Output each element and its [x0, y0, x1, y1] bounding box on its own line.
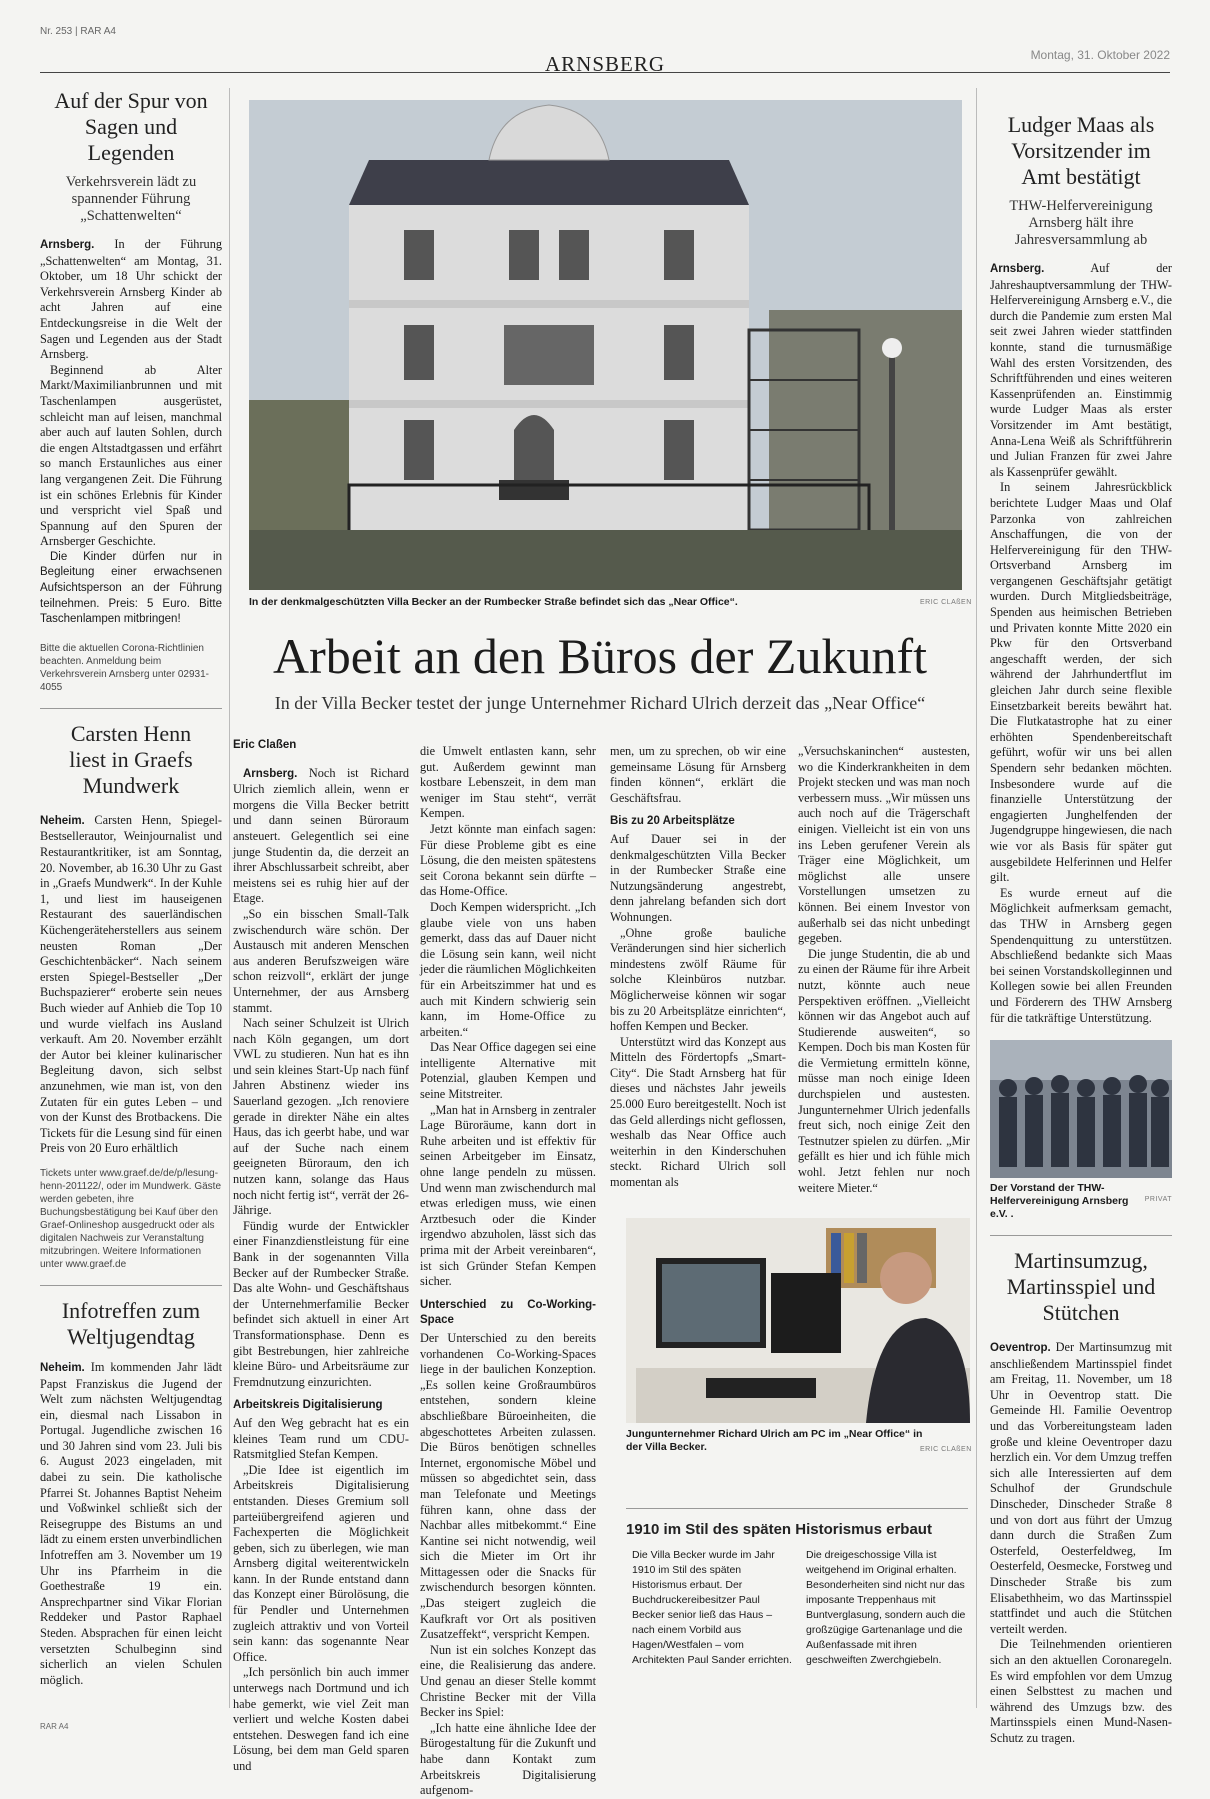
paragraph: Der Martinsumzug mit anschließendem Martinsspiel findet am Freitag, 11. November, um 18 Uhr in Oeventrop statt. Die Gemeinde Hl. Familie Oeventrop und das Vorbereitungsteam laden große und kleine Oeventroper dazu herzlich ein. Vor dem Umzug treffen sich alle Interessierten auf dem Schulhof der Grundschule Dinscheder, Dinscheder Straße 8 und von dort aus führt der Umzug dann durch die Straßen Zum Osterfeld, Oesterfeldweg, Im Oesterfeld, Oesmecke, Forstweg und Dinscheder Straße bis zum Elisabethheim, wo das Martinsspiel stattfindet und auch die Stütchen verteilt werden. [990, 1340, 1173, 1636]
paragraph: „Ohne große bauliche Veränderungen sind hier sicherlich mindestens zwölf Räume für solche Kleinbüros nutzbar. Möglicherweise können wir sogar bis zu 20 Arbeitsplätze einrichten“, hoffen Kempen und Becker. [610, 925, 786, 1034]
page-header [40, 22, 1170, 76]
photo-caption: Der Vorstand der THW-Helfervereinigung Arnsberg e.V. . [990, 1182, 1129, 1221]
info-box [626, 1508, 968, 1736]
headline: Ludger Maas als Vorsitzender im Amt bestätigt [1007, 112, 1155, 189]
subheadline: Verkehrsverein lädt zu spannender Führung „Schattenwelten“ [65, 174, 197, 224]
subheadline: THW-Helfervereinigung Arnsberg hält ihre Jahresversammlung ab [1009, 198, 1153, 248]
office-photo [626, 1218, 970, 1423]
article-thw [990, 112, 1172, 1221]
issue-date: Montag, 31. Oktober 2022 [1030, 48, 1170, 62]
subhead: Arbeitskreis Digitalisierung [233, 1399, 383, 1412]
column-divider [229, 88, 230, 1708]
paragraph: Die junge Studentin, die ab und zu einen der Räume für ihre Arbeit nutzt, könnte auch neue Perspektiven eröffnen. „Vielleicht können wir das Angebot auch auf Studierende ausweiten“, so Kempen. Doch bis man Kosten für die Vermietung ermitteln könne, müsse man noch einige Ideen durchspielen und austesten. Jungunternehmer Ulrich jedenfalls freut sich, noch einige Zeit den Testnutzer spielen zu dürfen. „Mir gefällt es hier und ich fühle mich wohl. Jetzt fehlen nur noch weitere Mieter.“ [798, 946, 970, 1195]
photo-credit: ERIC CLAßEN [920, 1446, 972, 1453]
page-footer: RAR A4 [40, 1722, 69, 1731]
info-note: Bitte die aktuellen Corona-Richtlinien beachten. Anmeldung beim Verkehrsverein Arnsberg unter 02931-4055 [40, 642, 209, 693]
dateline: Arnsberg. [990, 263, 1045, 275]
photo-caption: Jungunternehmer Richard Ulrich am PC im „Near Office“ in der Villa Becker. [626, 1428, 923, 1453]
divider [40, 1285, 222, 1286]
paragraph: Noch ist Richard Ulrich ziemlich allein, wenn er morgens die Villa Becker betritt und dann seinen Büroraum ansteuert. Gelegentlich sei eine junge Studentin da, die derzeit an ihrer Abschlussarbeit schreibt, aber meistens sei es ruhig hier auf der Etage. [233, 765, 409, 906]
headline: Auf der Spur von Sagen und Legenden [54, 88, 208, 165]
column-divider [976, 88, 977, 1708]
paragraph: Jetzt könnte man einfach sagen: Für diese Probleme gibt es eine Lösung, die den meisten spätestens seit Corona bekannt sein dürfte – das Home-Office. [420, 821, 596, 899]
paragraph: In der Führung „Schattenwelten“ am Montag, 31. Oktober, um 18 Uhr schickt der Verkehrsverein Arnsberg Kinder ab acht Jahren auf eine Entdeckungsreise in die Welt der Sagen und Legenden aus der Stadt Arnsberg. [40, 237, 222, 362]
paragraph: Auf der Jahreshauptversammlung der THW-Helfervereinigung Arnsberg e.V., die durch die Pandemie zum ersten Mal seit zwei Jahren wieder stattfinden konnte, stand die turnusmäßige Wahl des ersten Vorsitzenden, des Schriftführenden und eines weiteren Kassenprüfenden an. Einstimmig wurde Ludger Maas als erster Vorsitzender im Amt bestätigt, Anna-Lena Weiß als Schriftführerin und Julian Franzen für zwei Jahre als Kassenprüfer gewählt. [990, 261, 1172, 479]
photo-caption-row [990, 1182, 1172, 1221]
main-article-col-2 [420, 744, 596, 1799]
paragraph: „Die Idee ist eigentlich im Arbeitskreis Digitalisierung entstanden. Dieses Gremium soll parteiübergreifend agieren und Fachexperten die Möglichkeit geben, sich zu überlegen, wie man Arnsberg digital weiterentwickeln kann. In der Runde entstand dann das Konzept einer Bürolösung, die für Pendler und Unternehmen zugleich attraktiv und von Vorteil sein kann: das sogenannte Near Office. [233, 1462, 409, 1664]
paragraph: In seinem Jahresrückblick berichtete Ludger Maas und Olaf Parzonka von zahlreichen Anschaffungen, die von der Helfervereinigung für den THW-Ortsverband Arnsberg im vergangenen Geschäftsjahr getätigt wurden. Durch Mitgliedsbeiträge, Spenden aus heimischen Betrieben und Privaten konnte Mitte 2020 ein Pkw für den Ortsverband angeschafft werden, der sich während der Jahrhundertflut im gleichen Jahr durch seine flexible Einsetzbarkeit bereits bewährt hat. Die Flutkatastrophe hat zu einer erhöhten Spendenbereitschaft geführt, wofür wir uns bei allen Spendern sehr bedanken möchten. Insbesondere wurde auf die finanzielle Unterstützung der engagierten Junghelfenden der Jugendgruppe hingewiesen, die nach wie vor als Basis für später gut ausgebildete Helferinnen und Helfer gilt. [990, 480, 1172, 885]
divider [990, 1235, 1172, 1236]
info-note: Tickets unter www.graef.de/de/p/lesung-henn-201122/, oder im Mundwerk. Gäste werden gebeten, ihre Buchungsbestätigung bei Kauf über den Graef-Onlineshop ausgedruckt oder als digitalen Nachweis zur Veranstaltung mitzubringen. Weitere Informationen unter www.graef.de [40, 1167, 222, 1270]
info-box-text-right: Die dreigeschossige Villa ist weitgehend im Original erhalten. Besonderheiten sind nicht nur das imposante Treppenhaus mit Buntverglasung, sondern auch die großzügige Gartenanlage und die Außenfassade mit ihren geschweiften Zwerchgiebeln. [806, 1549, 966, 1666]
paragraph: „Ich persönlich bin auch immer unterwegs nach Dortmund und ich habe gemerkt, wie viel Zeit man verliert und welche Kosten dabei entstehen. Deswegen fand ich eine Lösung, bei dem man Geld sparen und [233, 1665, 409, 1773]
dateline: Neheim. [40, 1361, 85, 1374]
subhead: Bis zu 20 Arbeitsplätze [610, 815, 735, 828]
paragraph: Auf Dauer sei in der denkmalgeschützten Villa Becker in der Rumbecker Straße eine Nutzungsänderung angestrebt, denn jahrelang befanden sich dort Wohnungen. [610, 831, 786, 924]
paragraph: Beginnend ab Alter Markt/Maximilianbrunnen und mit Taschenlampen ausgerüstet, schleicht man auf leisen, manchmal aber auch auf lauten Sohlen, durch die engen Altstadtgassen und erfährt so manch Erstaunliches aus einer lang vergangenen Zeit. Die Führung ist ein schönes Erlebnis für Kinder und verspricht viel Spaß und Spannung auf den Spuren der Arnsberger Geschichte. [40, 362, 222, 549]
article-body [990, 1340, 1172, 1746]
office-illustration [626, 1218, 970, 1423]
dateline: Neheim. [40, 814, 85, 827]
thw-group-photo [990, 1040, 1172, 1178]
article-body [40, 813, 222, 1157]
main-article-col-3 [610, 744, 786, 1191]
paragraph: Die Kinder dürfen nur in Begleitung einer erwachsenen Aufsichtsperson an der Führung teilnehmen. Preis: 5 Euro. Bitte Taschenlampen mitbringen! [40, 550, 222, 626]
headline: Carsten Henn liest in Graefs Mundwerk [69, 720, 193, 798]
info-box-text-left: Die Villa Becker wurde im Jahr 1910 im Stil des späten Historismus erbaut. Der Buchdruckereibesitzer Paul Becker senior ließ das Haus – nach einem Vorbild aus Hagen/Westfalen – vom Architekten Paul Sander errichten. [632, 1549, 792, 1666]
header-rule [40, 72, 1170, 73]
divider [626, 1508, 968, 1509]
main-article-col-4 [798, 744, 970, 1196]
article-sagen [40, 88, 222, 694]
headline: Martinsumzug, Martinsspiel und Stütchen [1006, 1248, 1156, 1326]
villa-illustration [249, 100, 962, 590]
paragraph: „Versuchskaninchen“ austesten, wo die Kinderkrankheiten in dem Projekt stecken und was man noch verbessern muss. „Wir müssen uns auch noch auf die Trägerschaft einigen. Vielleicht ist ein von uns ins Leben gerufener Verein als Träger eine Möglichkeit, um möglichst alle unsere Vorstellungen umsetzen zu können. Bei einem Investor von außerhalb sei das nicht unbedingt gegeben. [798, 744, 970, 946]
photo-caption: In der denkmalgeschützten Villa Becker an der Rumbecker Straße befindet sich das „Near Office“. [249, 596, 738, 608]
paragraph: Im kommenden Jahr lädt Papst Franziskus die Jugend der Welt zum nächsten Weltjugendtag ein, diesmal nach Lissabon in Portugal. Jugendliche zwischen 16 und 30 Jahren sind vom 23. Juli bis 6. August 2023 eingeladen, mit dabei zu sein. Die katholische Pfarrei St. Johannes Baptist Neheim und Voßwinkel schließt sich der Reisegruppe des Bistums an und lädt zu einem ersten unverbindlichen Infotreffen am 3. November um 19 Uhr ins Pfarrheim in die Goethestraße 19 ein. Ansprechpartner sind Vikar Florian Reddeker und Pastor Raphael Steden. Absprachen für einen leicht versetzten Schulbeginn sind sicherlich an vielen Schulen möglich. [40, 1359, 222, 1687]
dateline: Arnsberg. [40, 239, 95, 251]
divider [40, 708, 222, 709]
author: Eric Claßen [233, 739, 297, 751]
main-subheadline: In der Villa Becker testet der junge Unternehmer Richard Ulrich derzeit das „Near Office“ [274, 693, 926, 713]
article-henn [40, 721, 222, 1271]
paragraph: Doch Kempen widerspricht. „Ich glaube viele von uns haben gemerkt, dass das auf Dauer nicht die Lösung sein kann, weil nicht jeder die räumlichen Möglichkeiten für ein Arbeitszimmer hat und es auch mit Kindern schwierig sein kann, im Home-Office zu arbeiten.“ [420, 899, 596, 1039]
subhead: Unterschied zu Co-Working-Space [420, 1298, 596, 1327]
paragraph: Der Unterschied zu den bereits vorhandenen Co-Working-Spaces liege in der baulichen Konzeption. „Es sollen keine Großraumbüros entstehen, sondern kleine abschließbare Büroeinheiten, die abgeschottetes Arbeiten zulassen. Die Büros benötigen schnelles Internet, ergonomische Möbel und müssen so abgedichtet sein, dass man Telefonate und Meetings führen kann, ohne dass der Nachbar alles mitbekommt.“ Eine Kantine sei nicht notwendig, weil sich die Mieter im Ort ihr Mittagessen oder die Snacks für zwischendurch besorgen könnten. „Das steigert zugleich die Kaufkraft vor Ort als positiven Zusatzeffekt“, verspricht Kempen. [420, 1330, 596, 1642]
photo-credit: PRIVAT [1144, 1196, 1172, 1204]
main-headline: Arbeit an den Büros der Zukunft [272, 628, 927, 684]
paragraph: Es wurde erneut auf die Möglichkeit aufmerksam gemacht, das THW in Arnsberg gegen Spendenquittung zu unterstützen. Abschließend bedankte sich Maas bei seinen Vorstandskolleginnen und Kollegen sowie bei allen Freunden und Förderern des THW Arnsberg für die tatkräftige Unterstützung. [990, 885, 1172, 1025]
paragraph: Nun ist ein solches Konzept das eine, die Realisierung das andere. Und genau an dieser Stelle kommt Christine Becker mit der Villa Becker ins Spiel: [420, 1642, 596, 1720]
info-box-title: 1910 im Stil des späten Historismus erbaut [626, 1521, 932, 1538]
paragraph: Fündig wurde der Entwickler einer Finanzdienstleistung für eine Bank in der sogenannten Villa Becker auf der Rumbecker Straße. Das alte Wohn- und Geschäftshaus der Unternehmerfamilie Becker befindet sich aktuell in einer Art Transformationsphase. Denn es gibt Bestrebungen, hier zahlreiche kleine Büro- und Arbeitsräume zur Fremdnutzung einzurichten. [233, 1218, 409, 1389]
paragraph: die Umwelt entlasten kann, sehr gut. Außerdem gewinnt man kostbare Lebenszeit, in dem man weniger im Stau steht“, verrät Kempen. [420, 744, 596, 821]
right-column [990, 112, 1172, 1747]
paragraph: Die Teilnehmenden orientieren sich an den aktuellen Coronaregeln. Es wird empfohlen vor dem Umzug einen Selbsttest zu machen und während des Umzugs bzw. des Martinsspiels einen Mund-Nasen-Schutz zu tragen. [990, 1637, 1172, 1745]
headline: Infotreffen zum Weltjugendtag [61, 1297, 201, 1349]
edition-label: Nr. 253 | RAR A4 [40, 26, 116, 37]
main-article-col-1 [233, 738, 409, 1775]
paragraph: Nach seiner Schulzeit ist Ulrich nach Köln gegangen, um dort VWL zu studieren. Nun hat es ihn und sein kleines Start-Up nach fünf Jahren Abstinenz wieder ins Sauerland gezogen. „Ich renoviere gerade in direkter Nähe ein altes Haus, das ich geerbt habe, und war auf der Suche nach einem geeigneten Büroraum, den ich nutzen kann, solange das Haus noch nicht fertig ist“, verrät der 26-Jährige. [233, 1016, 409, 1218]
paragraph: „So ein bisschen Small-Talk zwischendurch wäre schön. Der Austausch mit anderen Menschen aus anderen Berufszweigen wäre schon reizvoll“, erklärt der junge Unternehmer, der aus Arnsberg stammt. [233, 906, 409, 1015]
paragraph: Auf den Weg gebracht hat es ein kleines Team rund um CDU-Ratsmitglied Stefan Kempen. [233, 1415, 409, 1462]
paragraph: Carsten Henn, Spiegel-Bestsellerautor, Weinjournalist und Restaurantkritiker, ist am Sonntag, 20. November, ab 16.30 Uhr zu Gast in „Graefs Mundwerk“. In der Kuhle 1, und liest im hauseigenen Restaurant des sauerländischen Küchengeräteherstellers aus seinem neusten Roman „Der Geschichtenbäcker“. Nach seinem ersten Spiegel-Bestseller „Der Buchspazierer“ eroberte sein neues Buch wieder auf Anhieb die Top 10 und wurde vielfach ins Ausland verkauft. Am 20. November erzählt der Autor bei kleiner kulinarischer Begleitung davon, sich selbst anzunehmen, wie man ist, von den Zutaten für ein gutes Leben – und von der Kunst des Brotbackens. Die Tickets für die Lesung sind für einen Preis von 20 Euro erhältlich [40, 812, 222, 1156]
left-column [40, 88, 222, 1688]
paragraph: Unterstützt wird das Konzept aus Mitteln des Fördertopfs „Smart-City“. Die Stadt Arnsberg hat für dieses und nächstes Jahr jeweils 25.000 Euro bereitgestellt. Noch ist das Geld allerdings nicht geflossen, weshalb das Near Office auch weiterhin in den Kinderschuhen steckt. Richard Ulrich soll momentan als [610, 1034, 786, 1190]
paragraph: „Man hat in Arnsberg in zentraler Lage Büroräume, kann dort in Ruhe arbeiten und ist effektiv für seinen Arbeitgeber im Einsatz, ohne lange pendeln zu müssen. Und wenn man zwischendurch mal etwas erledigen muss, wie einen Arztbesuch oder die Kinder irgendwo abzuholen, lässt sich das prima mit der Arbeit vereinbaren“, ist sich Gründer Stefan Kempen sicher. [420, 1102, 596, 1289]
paragraph: men, um zu sprechen, ob wir eine gemeinsame Lösung für Arnsberg finden können“, erklärt die Geschäftsfrau. [610, 744, 786, 805]
article-body [990, 261, 1172, 1026]
section-title: ARNSBERG [544, 52, 666, 76]
photo-credit: ERIC CLAßEN [920, 599, 972, 606]
paragraph: „Ich hatte eine ähnliche Idee der Bürogestaltung für die Zukunft und habe dann Kontakt zum Arbeitskreis Digitalisierung aufgenom- [420, 1720, 596, 1798]
villa-photo [249, 100, 962, 590]
article-body [40, 237, 222, 628]
group-illustration [990, 1040, 1172, 1178]
dateline: Oeventrop. [990, 1342, 1051, 1355]
article-martin [990, 1248, 1172, 1746]
dateline: Arnsberg. [243, 767, 298, 780]
article-weltjugendtag [40, 1298, 222, 1688]
paragraph: Das Near Office dagegen sei eine intelligente Alternative mit Potenzial, glauben Kempen und seine Mitstreiter. [420, 1040, 596, 1102]
article-body [40, 1360, 222, 1688]
